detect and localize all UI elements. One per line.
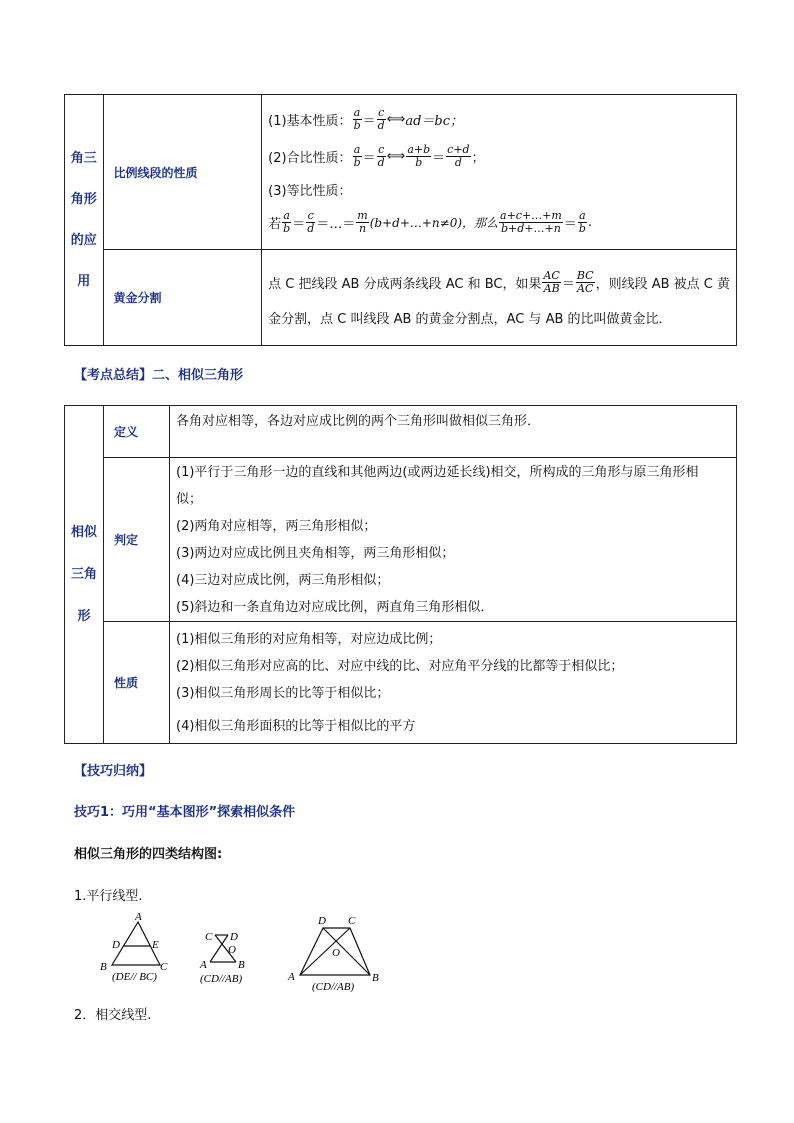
fig3-label-c: C <box>348 915 356 927</box>
fig3-caption: (CD//AB) <box>312 981 355 993</box>
prop-item-3: (3)相似三角形周长的比等于相似比； <box>176 685 390 701</box>
fig1-label-a: A <box>135 911 142 923</box>
frac-a-b: $\frac{a}{b}$ <box>353 105 361 132</box>
proportion-label-cell <box>103 95 262 250</box>
condition-text: (b+d+…+n≠0)，那么 <box>369 215 499 230</box>
fig1-label-c: C <box>160 961 168 973</box>
fig1-label-b: B <box>100 961 107 973</box>
fig3-label-a: A <box>288 971 295 983</box>
sum-property-prefix: (2)合比性质： <box>268 150 352 166</box>
prop-item-2: (2)相似三角形对应高的比、对应中线的比、对应角平分线的比都等于相似比； <box>176 658 624 674</box>
prop-item-1: (1)相似三角形的对应角相等，对应边成比例； <box>176 631 442 647</box>
eq-sign: ＝ <box>563 216 577 232</box>
def-text: 各角对应相等，各边对应成比例的两个三角形叫做相似三角形． <box>176 414 541 429</box>
proportion-content-cell <box>262 95 737 250</box>
judge-item-1-cont: 似； <box>176 491 203 507</box>
iff-sign: ⟺ <box>386 148 406 164</box>
equal-ratio-label <box>268 176 730 202</box>
frac-a-b-4: $\frac{a}{b}$ <box>578 208 586 235</box>
frac-c-d: $\frac{c}{d}$ <box>377 105 385 132</box>
golden-line1 <box>268 263 730 303</box>
eq-sign: ＝ <box>561 277 575 292</box>
golden-text-a: 点 C 把线段 AB 分成两条线段 AC 和 BC，如果 <box>268 277 542 292</box>
equal-ratio-line <box>268 202 730 242</box>
judge-item-3: (3)两边对应成比例且夹角相等，两三角形相似； <box>176 545 455 561</box>
fig1-label-e: E <box>152 939 159 951</box>
eq-sign: ＝ <box>292 216 306 232</box>
item2-intersect: 2．相交线型. <box>74 1008 152 1023</box>
table-similar-triangles <box>64 405 737 744</box>
parallel-line-figures <box>90 910 400 1000</box>
structure-heading: 相似三角形的四类结构图: <box>74 847 223 862</box>
judge-content-cell <box>170 458 737 622</box>
judge-item-4: (4)三边对应成比例，两三角形相似； <box>176 572 390 588</box>
tips-heading: 【技巧归纳】 <box>74 764 153 779</box>
fig1-label-d: D <box>112 939 120 951</box>
if-text: 若 <box>268 216 282 232</box>
frac-apb-b: $\frac{a+b}{b}$ <box>407 142 431 169</box>
table1-side-cell <box>65 95 104 346</box>
def-label: 定义 <box>114 425 139 439</box>
frac-m-n: $\frac{m}{n}$ <box>357 208 368 235</box>
fig3-label-b: B <box>372 972 379 984</box>
eq-sign: ＝ <box>362 113 376 129</box>
tip1-heading: 技巧1：巧用“基本图形”探索相似条件 <box>74 805 296 820</box>
prop-label: 性质 <box>114 676 139 690</box>
section2-heading: 【考点总结】二、相似三角形 <box>74 368 244 383</box>
basic-property-prefix: (1)基本性质： <box>268 113 352 129</box>
frac-cpd-d: $\frac{c+d}{d}$ <box>447 142 470 169</box>
golden-line2 <box>268 303 730 333</box>
def-content-cell <box>170 406 737 458</box>
judge-label-cell <box>104 458 170 622</box>
fig2-label-a: A <box>200 959 207 971</box>
sum-property-line <box>268 136 730 176</box>
basic-property-line <box>268 102 730 136</box>
proportion-label: 比例线段的性质 <box>113 165 198 180</box>
prop-label-cell <box>104 622 170 744</box>
fig2-label-b: B <box>238 959 245 971</box>
frac-c-d-3: $\frac{c}{d}$ <box>307 208 315 235</box>
judge-item-2: (2)两角对应相等，两三角形相似； <box>176 518 377 534</box>
golden-content-cell <box>262 250 737 346</box>
dots: ＝…＝ <box>316 216 356 232</box>
golden-text-b: ，则线段 AB 被点 C 黄 <box>595 277 730 292</box>
eq-sign: ＝ <box>432 150 446 166</box>
basic-property-tail: ad＝bc； <box>405 113 463 129</box>
prop-content-cell <box>170 622 737 744</box>
judge-label: 判定 <box>114 533 139 547</box>
figure-de-bc <box>100 911 168 983</box>
frac-a-b-2: $\frac{a}{b}$ <box>353 142 361 169</box>
frac-bc-ac: $\frac{BC}{AC}$ <box>576 269 594 295</box>
item1-parallel: 1.平行线型. <box>74 889 143 904</box>
judge-item-1: (1)平行于三角形一边的直线和其他两边(或两边延长线)相交，所构成的三角形与原三角形相 <box>176 464 699 480</box>
table2-side-cell <box>65 406 104 744</box>
frac-a-b-3: $\frac{a}{b}$ <box>283 208 291 235</box>
equal-ratio-text: (3)等比性质： <box>268 183 352 199</box>
prop-item-4: (4)相似三角形面积的比等于相似比的平方 <box>176 718 416 734</box>
def-label-cell <box>104 406 170 458</box>
golden-label-cell <box>103 250 262 346</box>
semicolon: ； <box>471 150 485 166</box>
fig2-caption: (CD//AB) <box>200 973 243 985</box>
eq-sign: ＝ <box>362 150 376 166</box>
period: . <box>587 214 593 230</box>
table-proportion <box>64 94 737 346</box>
fig3-label-o: O <box>332 947 340 959</box>
table1-side-label: 角三 角形 的应 用 <box>70 151 97 289</box>
frac-c-d-2: $\frac{c}{d}$ <box>377 142 385 169</box>
figure-hourglass <box>199 931 245 985</box>
fig2-label-d: D <box>230 931 238 943</box>
iff-sign: ⟺ <box>386 111 406 127</box>
fig3-label-d: D <box>318 915 326 927</box>
fig2-label-c: C <box>205 931 213 943</box>
golden-text-line2: 金分割，点 C 叫线段 AB 的黄金分割点，AC 与 AB 的比叫做黄金比． <box>268 312 672 327</box>
judge-item-5: (5)斜边和一条直角边对应成比例，两直角三角形相似． <box>176 599 494 615</box>
frac-ac-ab: $\frac{AC}{AB}$ <box>543 269 560 295</box>
fig2-label-o: O <box>228 944 236 956</box>
figure-trapezoid <box>287 915 379 993</box>
frac-sum: $\frac{a+c+\dots+m}{b+d+\dots+n}$ <box>500 208 562 235</box>
golden-section-label: 黄金分割 <box>113 291 162 305</box>
fig1-caption: (DE// BC) <box>112 971 157 983</box>
table2-side-label: 相似 三角 形 <box>70 524 97 624</box>
